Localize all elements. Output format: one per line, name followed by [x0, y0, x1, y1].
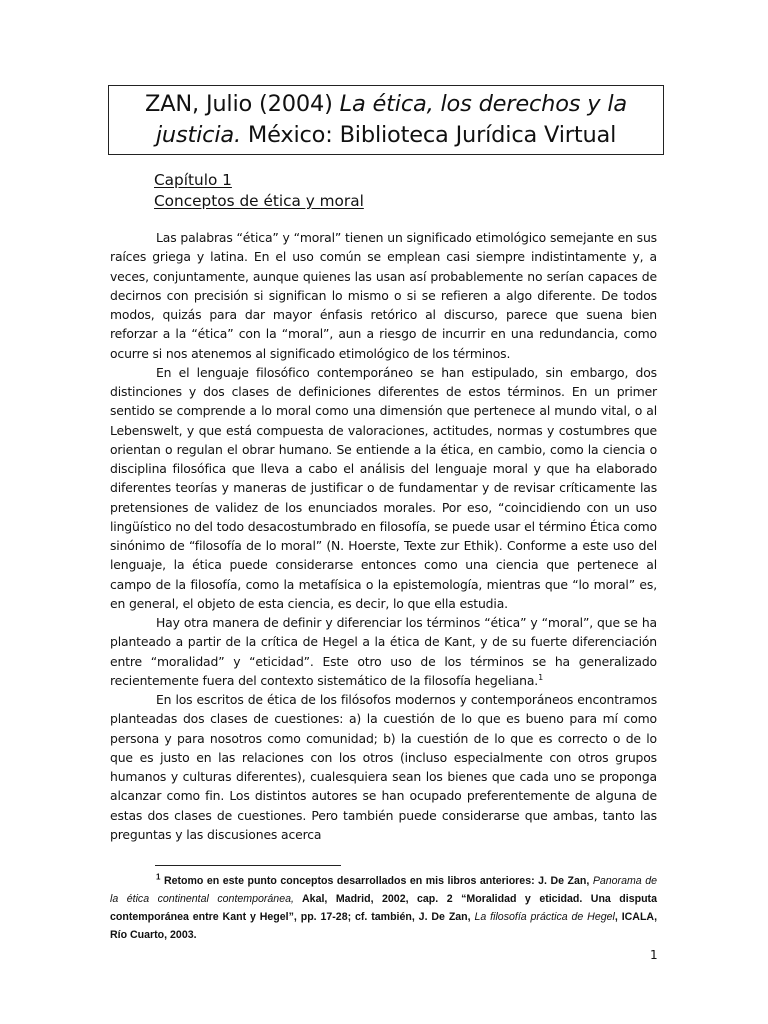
chapter-heading — [154, 170, 554, 212]
title-box — [108, 85, 664, 155]
footnote-text: Retomo en este punto conceptos desarrollados en mis libros anteriores: J. De Zan, — [160, 875, 593, 887]
paragraph: En los escritos de ética de los filósofos modernos y contemporáneos encontramos planteadas dos clases de cuestiones: a) la cuestión de lo que es bueno para mí como persona y para nosotros como comunidad; b) la cuestión de lo que es correcto o de lo que es justo en las relaciones con los otros (incluso especialmente con otros grupos humanos y culturas diferentes), cualesquiera sean los bienes que cada uno se proponga alcanzar como fin. Los distintos autores se han ocupado preferentemente de alguna de estas dos clases de cuestiones. Pero también puede considerarse que ambas, tanto las preguntas y las discusiones acerca — [110, 692, 657, 842]
title-book: La ética, los derechos y la justicia. — [155, 91, 627, 148]
chapter-number: Capítulo 1 — [154, 171, 232, 189]
body-text — [110, 228, 657, 844]
footnote-text: Akal, Madrid, 2002, cap. 2 “Moralidad y eticidad. Una disputa contemporánea entre Kant y Hegel”, pp. 17-28; cf. también, J. De Zan, — [110, 893, 657, 923]
footnote-book-title: La filosofía práctica de Hegel — [474, 911, 615, 923]
title-author: ZAN, Julio (2004) — [145, 91, 340, 117]
paragraph-text: Hay otra manera de definir y diferenciar los términos “ética” y “moral”, que se ha planteado a partir de la crítica de Hegel a la ética de Kant, y de su fuerte diferenciación entre “moralidad” y “eticidad”. Este otro uso de los términos se ha generalizado recientemente fuera del contexto sistemático de la filosofía hegeliana. — [110, 615, 657, 688]
title-publisher: México: Biblioteca Jurídica Virtual — [240, 122, 617, 148]
paragraph: Las palabras “ética” y “moral” tienen un significado etimológico semejante en sus raíces griega y latina. En el uso común se emplean casi siempre indistintamente y, a veces, conjuntamente, aunque quienes las usan así probablemente no serían capaces de decirnos con precisión si significan lo mismo o si se refieren a algo diferente. De todos modos, quizás para dar mayor énfasis retórico al discurso, parece que suena bien reforzar a la “ética” con la “moral”, aun a riesgo de incurrir en una redundancia, como ocurre si nos atenemos al significado etimológico de los términos. — [110, 230, 657, 361]
paragraph: En el lenguaje filosófico contemporáneo se han estipulado, sin embargo, dos distinciones y dos clases de definiciones diferentes de estos términos. En un primer sentido se comprende a lo moral como una dimensión que pertenece al mundo vital, o al Lebenswelt, y que está compuesta de valoraciones, actitudes, normas y costumbres que orientan o regulan el obrar humano. Se entiende a la ética, en cambio, como la ciencia o disciplina filosófica que lleva a cabo el análisis del lenguaje moral y que ha elaborado diferentes teorías y maneras de justificar o de fundamentar y de revisar críticamente las pretensiones de validez de los enunciados morales. Por eso, “coincidiendo con un uso lingüístico no del todo desacostumbrado en filosofía, se puede usar el término Ética como sinónimo de “filosofía de lo moral” (N. Hoerste, Texte zur Ethik). Conforme a este uso del lenguaje, la ética puede considerarse entonces como una ciencia que pertenece al campo de la filosofía, como la metafísica o la epistemología, mientras que “lo moral” es, en general, el objeto de esta ciencia, es decir, lo que ella estudia. — [110, 364, 657, 611]
page-number: 1 — [650, 948, 658, 962]
footnote-divider — [155, 865, 341, 866]
footnote-text: , ICALA, Río Cuarto, 2003. — [110, 911, 658, 941]
chapter-title: Conceptos de ética y moral — [154, 192, 364, 210]
footnote-book-title: Panorama de la ética continental contemporánea, — [110, 875, 657, 905]
footnote — [110, 872, 657, 944]
paragraph — [110, 613, 657, 690]
footnote-number: 1 — [156, 872, 161, 882]
footnote-reference[interactable]: 1 — [538, 672, 544, 682]
